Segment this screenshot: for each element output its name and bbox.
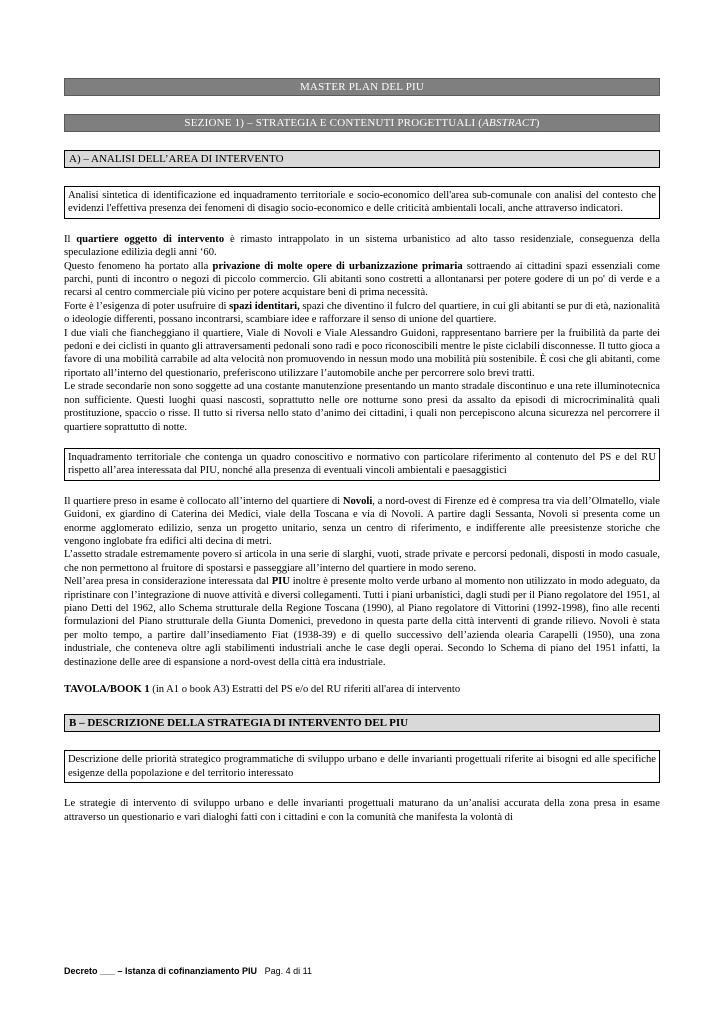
section-b-heading: B – DESCRIZIONE DELLA STRATEGIA DI INTERVENTO DEL PIU — [64, 714, 660, 732]
section-a-instruction-box-2: Inquadramento territoriale che contenga un quadro conoscitivo e normativo con particolare riferimento al contenuto del PS e del RU rispetto all’area interessata dal PIU, nonché alla presenza di eventuali vincoli ambientali e paesaggistici — [64, 448, 660, 481]
paragraph: I due viali che fiancheggiano il quartiere, Viale di Novoli e Viale Alessandro Guidoni, rappresentano barriere per la fruibilità da parte dei pedoni e dei ciclisti in quanto gli attraversamenti pedonali sono radi e poco riconoscibili mentre le piste ciclabili disconnesse. Il tutto gioca a favore di una mobilità carrabile ad alta velocità non promuovendo in nessun modo una mobilità più sostenibile. È così che gli abitanti, come riportato all’interno del questionario, preferiscono utilizzare l’automobile anche per percorrere solo brevi tratti. — [64, 327, 660, 379]
section-title-bar — [64, 114, 660, 132]
paragraph: Nell’area presa in considerazione interessata dal PIU inoltre è presente molto verde urbano al momento non utilizzato in modo adeguato, da ripristinare con l’integrazione di nuove attività e diversi collegamenti. Tutti i piani urbanistici, dagli studi per il Piano regolatore del 1951, al piano Detti del 1962, allo Schema strutturale della Regione Toscana (1990), al Piano regolatore di Vittorini (1992-1998), fino alle recenti formulazioni del Piano strutturale della Giunta Domenici, prevedono in questa parte della città interventi di grande rilievo. Novoli è stata per molto tempo, a partire dall’insediamento Fiat (1938-39) e di quello successivo dell’azienda olearia Carapelli (1950), una zona industriale, che conteneva oltre agli stabilimenti industriali anche le case degli operai. Secondo lo Schema di piano del 1951 infatti, la destinazione delle aree di espansione a nord-ovest della città era industriale. — [64, 576, 660, 668]
bold-phrase: PIU — [271, 576, 290, 588]
bold-phrase: Novoli — [342, 495, 373, 507]
paragraph: L’assetto stradale estremamente povero si articola in una serie di slarghi, vuoti, strade private e percorsi pedonali, disposti in modo casuale, che non permettono al fruitore di spostarsi e passeggiare all’interno del quartiere in modo sereno. — [64, 549, 660, 574]
tavola-reference — [64, 683, 660, 696]
bold-phrase: privazione di molte opere di urbanizzazione primaria — [212, 260, 463, 272]
paragraph: Le strade secondarie non sono soggette ad una costante manutenzione presentando un manto stradale discontinuo e una rete illuminotecnica non sufficiente. Questi luoghi quasi nascosti, soprattutto nelle ore notturne sono presi da assalto da episodi di microcriminalità quali prostituzione, spaccio o risse. Il tutto si riversa nello stato d’animo dei cittadini, i quali non percepiscono alcuna sicurezza nel percorrere il quartiere soprattutto di notte. — [64, 381, 660, 433]
footer-page-number: Pag. 4 di 11 — [264, 966, 312, 976]
section-a-text-block-1 — [64, 233, 660, 434]
paragraph: Le strategie di intervento di sviluppo urbano e delle invarianti progettuali maturano da un’analisi accurata della zona presa in esame attraverso un questionario e vari dialoghi fatti con i cittadini e con la comunità che manifesta la volontà di — [64, 798, 660, 823]
section-b-text-block — [64, 797, 660, 824]
page-footer — [64, 966, 312, 976]
document-title-bar — [64, 78, 660, 96]
paragraph: Forte è l’esigenza di poter usufruire di spazi identitari, spazi che diventino il fulcro del quartiere, in cui gli abitanti se pur di età, nazionalità o ideologie differenti, possano incontrarsi, scambiare idee e rafforzare il senso di unione del quartiere. — [64, 300, 660, 326]
tavola-description: (in A1 o book A3) Estratti del PS e/o del RU riferiti all'area di intervento — [149, 684, 461, 695]
document-title: MASTER PLAN DEL PIU — [299, 81, 425, 93]
section-a-instruction-box-1: Analisi sintetica di identificazione ed inquadramento territoriale e socio-economico dell'area sub-comunale con analisi del contesto che evidenzi l'effettiva presenza dei fenomeni di disagio socio-economico e delle criticità ambientali locali, anche attraverso indicatori. — [64, 186, 660, 219]
bold-phrase: spazi identitari, — [229, 300, 300, 312]
paragraph: Questo fenomeno ha portato alla privazione di molte opere di urbanizzazione primaria sottraendo ai cittadini spazi essenziali come parchi, punti di incontro o negozi di piccolo commercio. Gli abitanti sono costretti a allontanarsi per potere godere di un po' di verde e a recarsi al centro commerciale più vicino per potere acquistare beni di prima necessità. — [64, 260, 660, 299]
paragraph: Il quartiere preso in esame è collocato all’interno del quartiere di Novoli, a nord-ovest di Firenze ed è compresa tra via dell’Olmatello, viale Guidoni, ex giardino di Caterina dei Medici, viale della Toscana e via di Novoli. A partire dagli Sessanta, Novoli si presenta come un enorme agglomerato edilizio, senza un progetto unitario, senza un centro di riferimento, e indifferente alle preesistenze storiche che vengono inglobate fra edifici alti decina di metri. — [64, 495, 660, 547]
section-title-italic: ABSTRACT — [482, 117, 536, 129]
tavola-label: TAVOLA/BOOK 1 — [64, 684, 150, 695]
section-a-heading: A) – ANALISI DELL’AREA DI INTERVENTO — [64, 150, 660, 168]
footer-decree: Decreto ___ – Istanza di cofinanziamento PIU — [64, 966, 258, 976]
bold-phrase: quartiere oggetto di intervento — [76, 233, 225, 245]
section-title-suffix: ) — [535, 117, 540, 129]
section-title-prefix: SEZIONE 1) – STRATEGIA E CONTENUTI PROGETTUALI ( — [184, 117, 483, 129]
section-a-text-block-2 — [64, 495, 660, 669]
document-page — [64, 78, 660, 824]
paragraph: Il quartiere oggetto di intervento è rimasto intrappolato in un sistema urbanistico ad alto tasso residenziale, conseguenza della speculazione edilizia degli anni ‘60. — [64, 233, 660, 259]
section-b-instruction-box: Descrizione delle priorità strategico programmatiche di sviluppo urbano e delle invarianti progettuali riferite ai bisogni ed alle specifiche esigenze della popolazione e del territorio interessato — [64, 750, 660, 783]
